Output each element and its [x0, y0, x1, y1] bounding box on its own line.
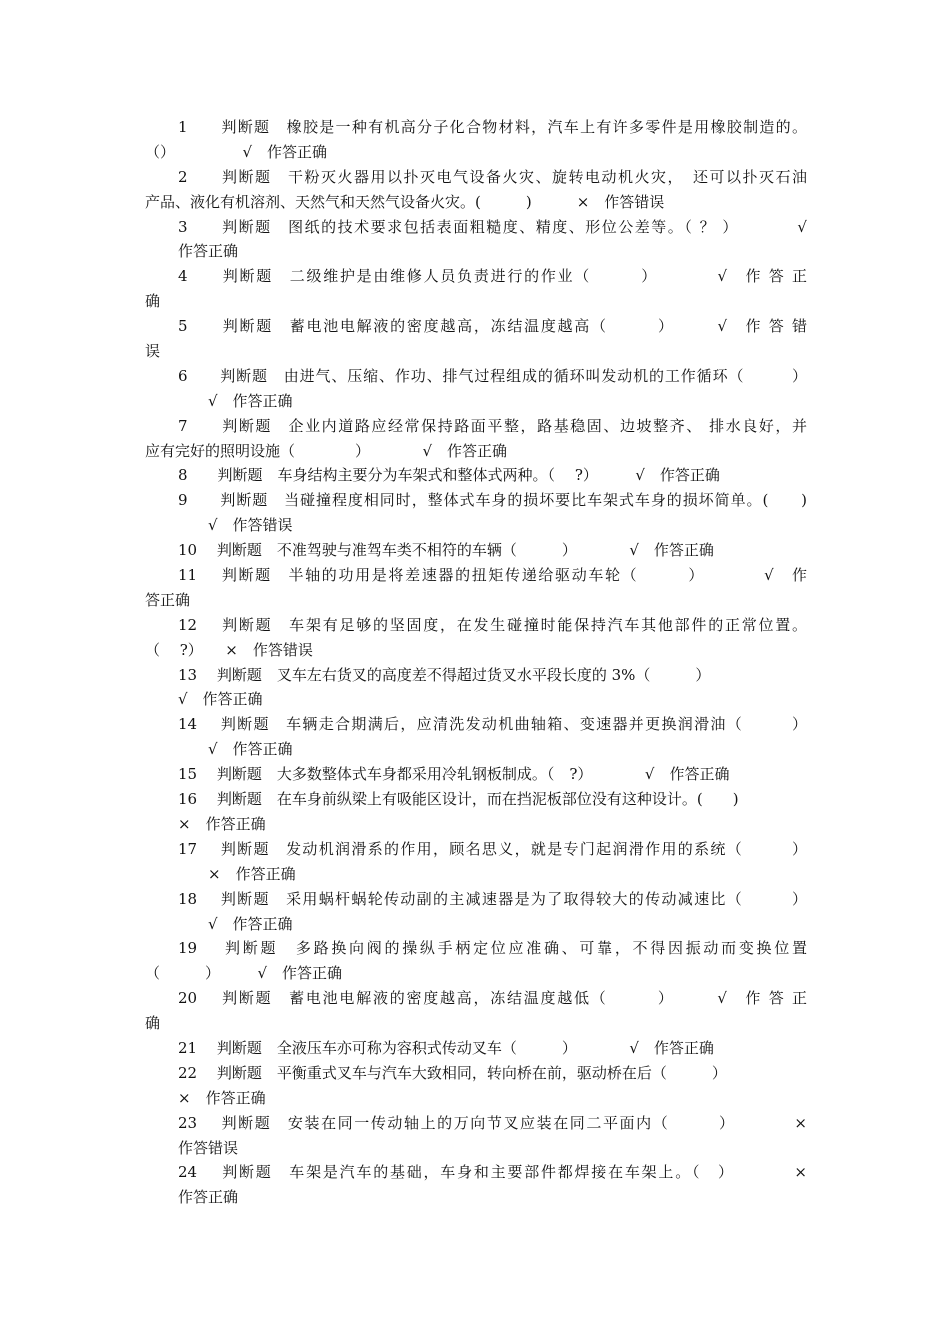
text-line: √ 作答正确: [178, 914, 293, 933]
text-line: 产品、液化有机溶剂、天然气和天然气设备火灾。( ) × 作答错误: [145, 192, 665, 211]
text-line: 11 判断题 半轴的功用是将差速器的扭矩传递给驱动车轮（ ） √ 作: [178, 566, 807, 585]
text-line: 9 判断题 当碰撞程度相同时，整体式车身的损坏要比车架式车身的损坏简单。( ): [178, 491, 807, 510]
text-line: 1 判断题 橡胶是一种有机高分子化合物材料，汽车上有许多零件是用橡胶制造的。: [178, 118, 807, 136]
text-line: √ 作答正确: [178, 740, 293, 759]
text-line: 应有完好的照明设施（ ） √ 作答正确: [145, 441, 508, 460]
text-line: 18 判断题 采用蜗杆蜗轮传动副的主减速器是为了取得较大的传动减速比（ ）: [178, 889, 807, 908]
text-line: 8 判断题 车身结构主要分为车架式和整体式两种。（ ?） √ 作答正确: [178, 466, 720, 485]
text-line: （ ?） × 作答错误: [145, 640, 313, 659]
document-body: [145, 115, 807, 1210]
text-line: 作答错误: [178, 1138, 239, 1157]
text-line: 22 判断题 平衡重式叉车与汽车大致相同，转向桥在前，驱动桥在后（ ）: [178, 1063, 727, 1082]
text-line: 答正确: [145, 590, 191, 609]
text-line: （） √ 作答正确: [145, 142, 328, 161]
text-line: 4 判断题 二级维护是由维修人员负责进行的作业（ ） √ 作 答 正: [178, 267, 807, 286]
text-line: 21 判断题 全液压车亦可称为容积式传动叉车（ ） √ 作答正确: [178, 1038, 714, 1057]
text-line: × 作答正确: [178, 864, 296, 883]
text-line: 24 判断题 车架是汽车的基础，车身和主要部件都焊接在车架上。（ ） ×: [178, 1163, 807, 1182]
text-line: 19 判断题 多路换向阀的操纵手柄定位应准确、可靠，不得因振动而变换位置: [178, 939, 807, 958]
text-line: 13 判断题 叉车左右货叉的高度差不得超过货叉水平段长度的 3%（ ）: [178, 665, 711, 684]
text-line: 6 判断题 由进气、压缩、作功、排气过程组成的循环叫发动机的工作循环（ ）: [178, 366, 807, 385]
text-line: 23 判断题 安装在同一传动轴上的万向节叉应装在同二平面内（ ） ×: [178, 1113, 807, 1132]
text-line: 2 判断题 干粉灭火器用以扑灭电气设备火灾、旋转电动机火灾， 还可以扑灭石油: [178, 167, 807, 186]
text-line: 10 判断题 不准驾驶与准驾车类不相符的车辆（ ） √ 作答正确: [178, 541, 714, 560]
text-line: 14 判断题 车辆走合期满后，应清洗发动机曲轴箱、变速器并更换润滑油（ ）: [178, 715, 807, 734]
text-line: 5 判断题 蓄电池电解液的密度越高，冻结温度越高（ ） √ 作 答 错: [178, 317, 807, 336]
text-line: 误: [145, 342, 161, 361]
text-line: √ 作答正确: [178, 690, 263, 709]
text-line: 17 判断题 发动机润滑系的作用，顾名思义，就是专门起润滑作用的系统（ ）: [178, 839, 807, 858]
text-line: 16 判断题 在车身前纵梁上有吸能区设计，而在挡泥板部位没有这种设计。( ): [178, 790, 739, 809]
text-line: 确: [145, 1014, 161, 1033]
text-line: √ 作答正确: [178, 391, 293, 410]
text-line: √ 作答错误: [178, 516, 293, 535]
text-line: 7 判断题 企业内道路应经常保持路面平整，路基稳固、边坡整齐、 排水良好，并: [178, 416, 807, 435]
text-line: 作答正确: [178, 242, 239, 261]
text-line: 12 判断题 车架有足够的坚固度，在发生碰撞时能保持汽车其他部件的正常位置。: [178, 615, 807, 634]
text-line: 作答正确: [178, 1188, 239, 1207]
text-line: 3 判断题 图纸的技术要求包括表面粗糙度、精度、形位公差等。（ ？ ） √: [178, 217, 807, 236]
text-line: × 作答正确: [178, 1088, 266, 1107]
text-line: 确: [145, 292, 161, 311]
text-line: × 作答正确: [178, 814, 266, 833]
text-line: 15 判断题 大多数整体式车身都采用冷轧钢板制成。（ ?） √ 作答正确: [178, 765, 730, 784]
text-line: 20 判断题 蓄电池电解液的密度越高，冻结温度越低（ ） √ 作 答 正: [178, 989, 807, 1008]
text-line: （ ） √ 作答正确: [145, 964, 343, 983]
